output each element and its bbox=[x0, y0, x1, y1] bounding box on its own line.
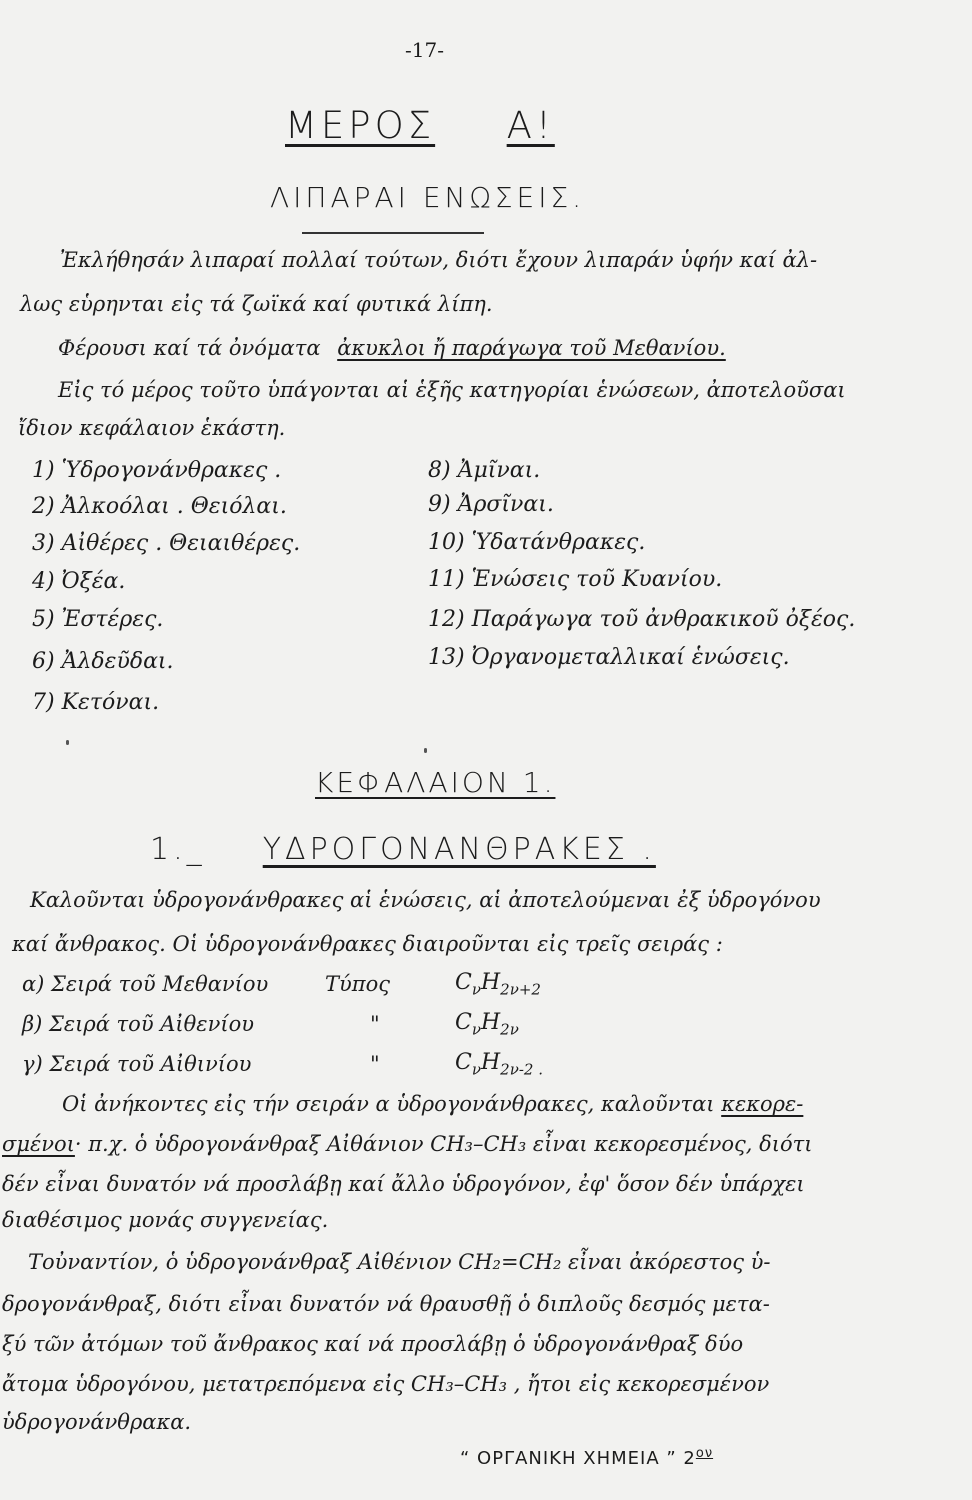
formula-sub: 2ν+2 bbox=[500, 980, 541, 999]
intro-underlined-phrase: ἀκυκλοι ἤ παράγωγα τοῦ Μεθανίου. bbox=[337, 336, 726, 360]
para3-line-5: ὑδρογονάνθρακα. bbox=[2, 1410, 192, 1434]
para2-line-1 bbox=[62, 1092, 803, 1116]
formula-h: H bbox=[480, 970, 501, 995]
part-title-main: ΜΕΡΟΣ bbox=[285, 104, 436, 147]
footer-note bbox=[460, 1446, 713, 1469]
series-type: " bbox=[370, 1052, 380, 1076]
intro-line-5: ἴδιον κεφάλαιον ἑκάστη. bbox=[18, 416, 286, 440]
subsection-heading: ΥΔΡΟΓΟΝΑΝΘΡΑΚΕΣ . bbox=[262, 832, 656, 867]
para1-line-1: Καλοῦνται ὑδρογονάνθρακες αἱ ἑνώσεις, αἱ ἀποτελούμεναι ἐξ ὑδρογόνου bbox=[30, 888, 821, 912]
intro-line-4: Εἰς τό μέρος τοῦτο ὑπάγονται αἱ ἑξῆς κατηγορίαι ἑνώσεων, ἀποτελοῦσαι bbox=[58, 378, 846, 402]
part-title bbox=[285, 104, 555, 147]
section-title: ΛΙΠΑΡΑΙ ΕΝΩΣΕΙΣ. bbox=[270, 181, 586, 214]
category-item: 6) Ἀλδεῦδαι. bbox=[32, 649, 174, 674]
para2-underlined-term-end: σμένοι bbox=[2, 1132, 75, 1156]
subsection-title bbox=[150, 832, 656, 867]
chapter-title-text: ΚΕΦΑΛΑΙΟΝ 1. bbox=[315, 766, 556, 799]
intro-line-3-text: Φέρουσι καί τά ὀνόματα bbox=[58, 336, 321, 360]
category-item: 13) Ὀργανομεταλλικαί ἑνώσεις. bbox=[428, 645, 790, 670]
formula-c: C bbox=[455, 1050, 472, 1075]
category-item: 3) Αἰθέρες . Θειαιθέρες. bbox=[32, 531, 301, 556]
series-type: " bbox=[370, 1012, 380, 1036]
formula-sub: 2ν bbox=[500, 1020, 519, 1039]
series-label: γ) Σειρά τοῦ Αἰθινίου bbox=[22, 1052, 252, 1076]
footer-sup: ον bbox=[695, 1446, 714, 1461]
intro-line-1: Ἐκλήθησάν λιπαραί πολλαί τούτων, διότι ἔχουν λιπαράν ὑφήν καί ἀλ- bbox=[60, 248, 818, 272]
para3-line-2: δρογονάνθραξ, διότι εἶναι δυνατόν νά θραυσθῇ ὁ διπλοῦς δεσμός μετα- bbox=[2, 1292, 770, 1316]
category-item: 11) Ἑνώσεις τοῦ Κυανίου. bbox=[428, 567, 723, 592]
para2-line-3: δέν εἶναι δυνατόν νά προσλάβῃ καί ἄλλο ὑδρογόνον, ἐφ' ὅσον δέν ὑπάρχει bbox=[2, 1172, 805, 1196]
formula-h: H bbox=[480, 1010, 501, 1035]
subsection-number: 1._ bbox=[150, 832, 206, 867]
para2-line-4: διαθέσιμος μονάς συγγενείας. bbox=[2, 1208, 329, 1232]
series-formula bbox=[455, 1010, 519, 1038]
chapter-title bbox=[315, 766, 555, 799]
category-item: 12) Παράγωγα τοῦ ἀνθρακικοῦ ὀξέος. bbox=[428, 607, 856, 632]
formula-sub: 2ν-2 . bbox=[500, 1060, 543, 1079]
para2-underlined-term: κεκορε- bbox=[721, 1092, 804, 1116]
intro-line-3 bbox=[58, 336, 726, 360]
para3-line-4: ἄτομα ὑδρογόνου, μετατρεπόμενα εἰς CH₃–CH₃ , ἤτοι εἰς κεκορεσμένον bbox=[2, 1372, 770, 1396]
series-formula bbox=[455, 1050, 543, 1078]
part-title-letter: Α! bbox=[506, 104, 555, 147]
ink-speck bbox=[66, 740, 69, 745]
formula-c: C bbox=[455, 970, 472, 995]
series-type: Τύπος bbox=[325, 972, 390, 996]
para3-line-1: Τοὐναντίον, ὁ ὑδρογονάνθραξ Αἰθένιον CH₂=CH₂ εἶναι ἀκόρεστος ὑ- bbox=[28, 1250, 771, 1274]
category-item: 8) Ἀμῖναι. bbox=[428, 458, 541, 483]
series-label: α) Σειρά τοῦ Μεθανίου bbox=[22, 972, 269, 996]
intro-line-2: λως εὑρηνται εἰς τά ζωϊκά καί φυτικά λίπη. bbox=[20, 292, 493, 316]
para2-line-2-text: · π.χ. ὁ ὑδρογονάνθραξ Αἰθάνιον CH₃–CH₃ εἶναι κεκορεσμένος, διότι bbox=[74, 1132, 813, 1156]
ink-speck bbox=[424, 748, 427, 753]
formula-n: ν bbox=[471, 1020, 481, 1039]
para2-line-1-text: Οἱ ἀνήκοντες εἰς τήν σειράν α ὑδρογονάνθρακες, καλοῦνται bbox=[62, 1092, 715, 1116]
para1-line-2: καί ἄνθρακος. Οἱ ὑδρογονάνθρακες διαιροῦνται εἰς τρεῖς σειράς : bbox=[12, 932, 723, 956]
formula-h: H bbox=[480, 1050, 501, 1075]
category-item: 4) Ὀξέα. bbox=[32, 569, 126, 594]
category-item: 7) Κετόναι. bbox=[32, 690, 160, 715]
formula-c: C bbox=[455, 1010, 472, 1035]
para3-line-3: ξύ τῶν ἀτόμων τοῦ ἄνθρακος καί νά προσλάβῃ ὁ ὑδρογονάνθραξ δύο bbox=[2, 1332, 744, 1356]
category-item: 9) Ἀρσῖναι. bbox=[428, 492, 554, 517]
para2-line-2 bbox=[2, 1132, 813, 1156]
category-item: 2) Ἀλκοόλαι . Θειόλαι. bbox=[32, 494, 287, 519]
series-label: β) Σειρά τοῦ Αἰθενίου bbox=[22, 1012, 254, 1036]
page-number: -17- bbox=[405, 38, 444, 62]
category-item: 1) Ὑδρογονάνθρακες . bbox=[32, 458, 282, 483]
footer-text: “ ΟΡΓΑΝΙΚΗ ΧΗΜΕΙΑ ” 2 bbox=[460, 1448, 696, 1469]
category-item: 5) Ἐστέρες. bbox=[32, 607, 164, 632]
formula-n: ν bbox=[471, 1060, 481, 1079]
series-formula bbox=[455, 970, 541, 998]
category-item: 10) Ὑδατάνθρακες. bbox=[428, 530, 646, 555]
title-divider bbox=[302, 232, 484, 234]
formula-n: ν bbox=[471, 980, 481, 999]
